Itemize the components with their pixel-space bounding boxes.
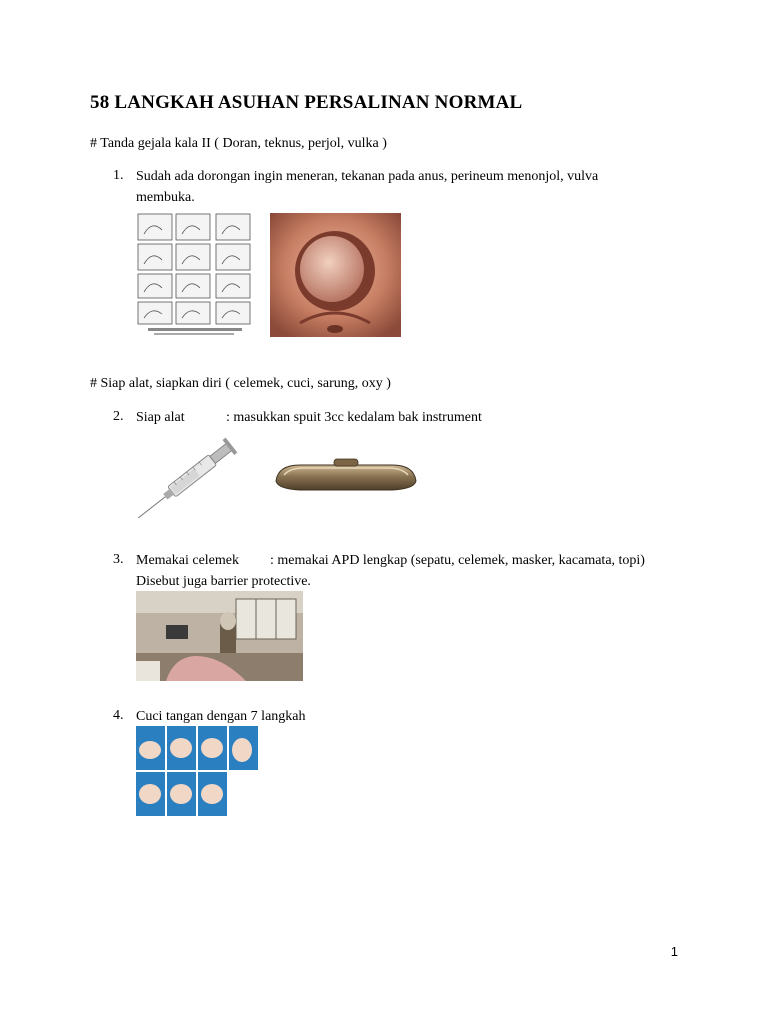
- syringe-image: [138, 432, 250, 518]
- handwashing-steps-image: [136, 726, 260, 818]
- item-4-line-1: Cuci tangan dengan 7 langkah: [136, 709, 306, 724]
- item-3-detail: : memakai APD lengkap (sepatu, celemek, masker, kacamata, topi): [270, 553, 645, 568]
- nurse-room-photo: [136, 591, 303, 681]
- perineum-illustration: [270, 213, 401, 337]
- section-heading-kala-ii: # Tanda gejala kala II ( Doran, teknus, perjol, vulka ): [90, 136, 387, 151]
- delivery-stages-illustration: [136, 210, 254, 338]
- item-2-detail: : masukkan spuit 3cc kedalam bak instrument: [226, 410, 482, 425]
- item-2-label: Siap alat: [136, 410, 185, 425]
- section-heading-siap-alat: # Siap alat, siapkan diri ( celemek, cuci, sarung, oxy ): [90, 376, 391, 391]
- item-number: 4.: [113, 708, 124, 723]
- item-number: 3.: [113, 552, 124, 567]
- item-1-line-1: Sudah ada dorongan ingin meneran, tekanan pada anus, perineum menonjol, vulva: [136, 169, 599, 184]
- item-1-line-2: membuka.: [136, 190, 195, 205]
- item-number: 2.: [113, 409, 124, 424]
- item-number: 1.: [113, 168, 124, 183]
- page-title: 58 LANGKAH ASUHAN PERSALINAN NORMAL: [90, 92, 523, 113]
- item-3-line-2: Disebut juga barrier protective.: [136, 574, 311, 589]
- page-number: 1: [670, 944, 678, 959]
- instrument-tray-image: [270, 455, 422, 495]
- item-3-label: Memakai celemek: [136, 553, 240, 568]
